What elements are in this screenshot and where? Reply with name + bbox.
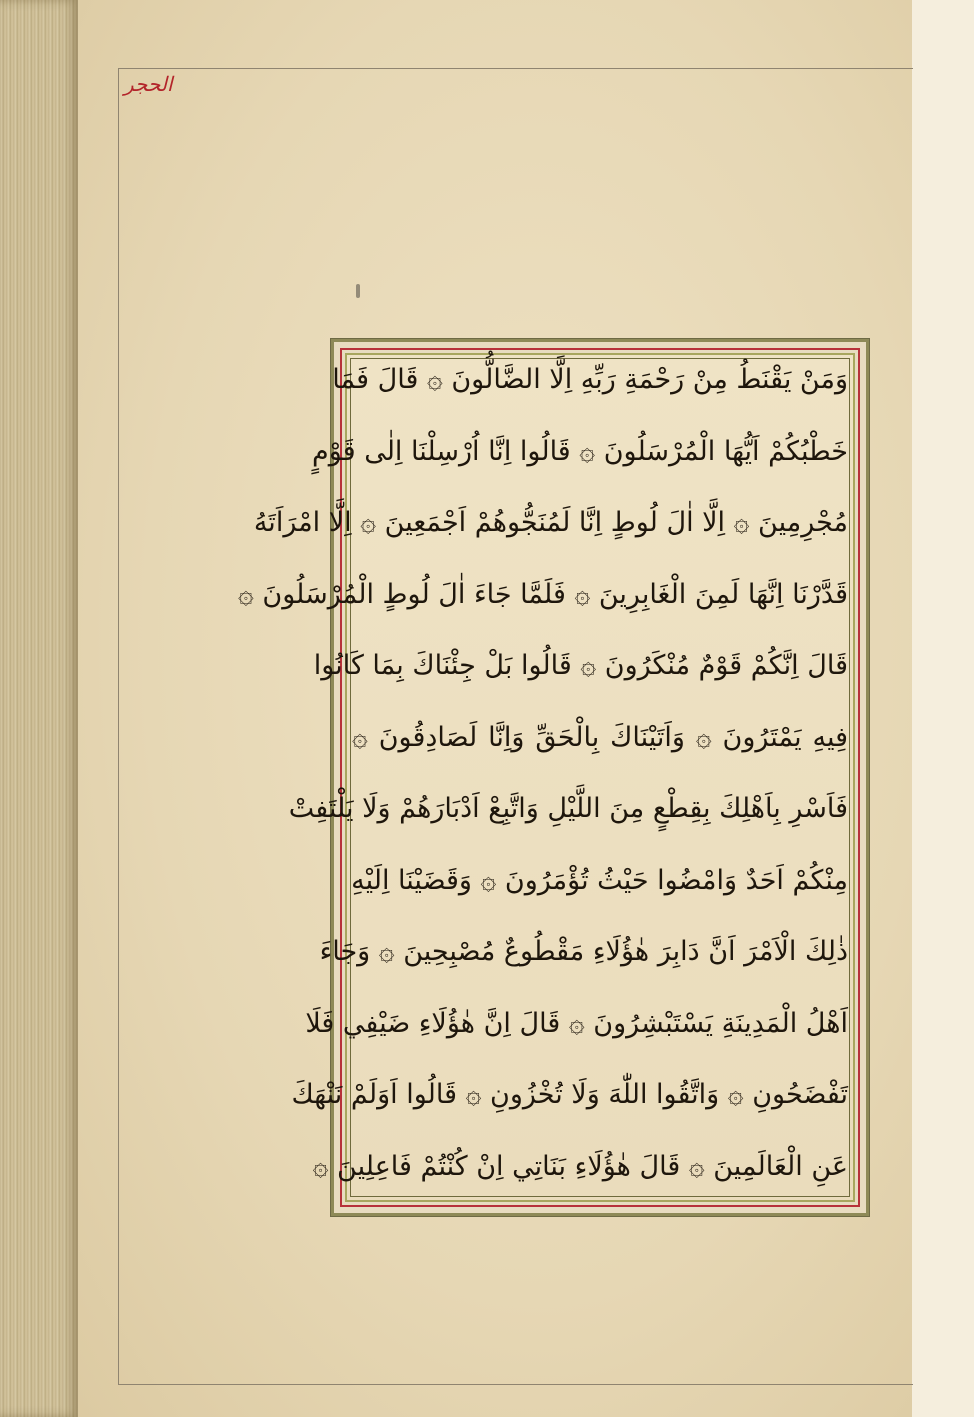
- surah-header: الحجر: [124, 72, 173, 96]
- ink-mark: [356, 284, 360, 298]
- text-block: [238, 364, 848, 1191]
- text-panel-frame: [238, 339, 869, 1216]
- text-line: مُجْرِمِينَ ۞ اِلَّا اٰلَ لُوطٍ اِنَّا لَمُنَجُّوهُمْ اَجْمَعِينَ ۞ اِلَّا امْرَاَتَهُ: [253, 507, 848, 539]
- text-line: قَالَ اِنَّكُمْ قَوْمٌ مُنْكَرُونَ ۞ قَالُوا بَلْ جِئْنَاكَ بِمَا كَانُوا: [313, 650, 848, 682]
- text-line: قَدَّرْنَا اِنَّهَا لَمِنَ الْغَابِرِينَ ۞ فَلَمَّا جَاءَ اٰلَ لُوطٍ الْمُرْسَلُونَ ۞: [238, 578, 848, 610]
- text-line: ذٰلِكَ الْاَمْرَ اَنَّ دَابِرَ هٰؤُلَاءِ مَقْطُوعٌ مُصْبِحِينَ ۞ وَجَاءَ: [319, 936, 848, 968]
- text-line: وَمَنْ يَقْنَطُ مِنْ رَحْمَةِ رَبِّهِ اِلَّا الضَّالُّونَ ۞ قَالَ فَمَا: [332, 364, 848, 395]
- book-page-edges: [0, 0, 78, 1417]
- text-line: فِيهِ يَمْتَرُونَ ۞ وَاَتَيْنَاكَ بِالْحَقِّ وَاِنَّا لَصَادِقُونَ ۞: [352, 721, 848, 753]
- text-line: خَطْبُكُمْ اَيُّهَا الْمُرْسَلُونَ ۞ قَالُوا اِنَّا اُرْسِلْنَا اِلٰى قَوْمٍ: [312, 435, 848, 467]
- text-line: فَاَسْرِ بِاَهْلِكَ بِقِطْعٍ مِنَ اللَّيْلِ وَاتَّبِعْ اَدْبَارَهُمْ وَلَا يَلْتَفِتْ: [288, 793, 848, 825]
- text-line: اَهْلُ الْمَدِينَةِ يَسْتَبْشِرُونَ ۞ قَالَ اِنَّ هٰؤُلَاءِ ضَيْفِي فَلَا: [305, 1007, 848, 1039]
- scan-margin: [912, 0, 974, 1417]
- text-line: مِنْكُمْ اَحَدٌ وَامْضُوا حَيْثُ تُؤْمَرُونَ ۞ وَقَضَيْنَا اِلَيْهِ: [351, 864, 848, 896]
- text-line: عَنِ الْعَالَمِينَ ۞ قَالَ هٰؤُلَاءِ بَنَاتِي اِنْ كُنْتُمْ فَاعِلِينَ ۞: [312, 1150, 848, 1182]
- text-line: تَفْضَحُونِ ۞ وَاتَّقُوا اللّٰهَ وَلَا تُخْزُونِ ۞ قَالُوا اَوَلَمْ نَنْهَكَ: [291, 1079, 848, 1111]
